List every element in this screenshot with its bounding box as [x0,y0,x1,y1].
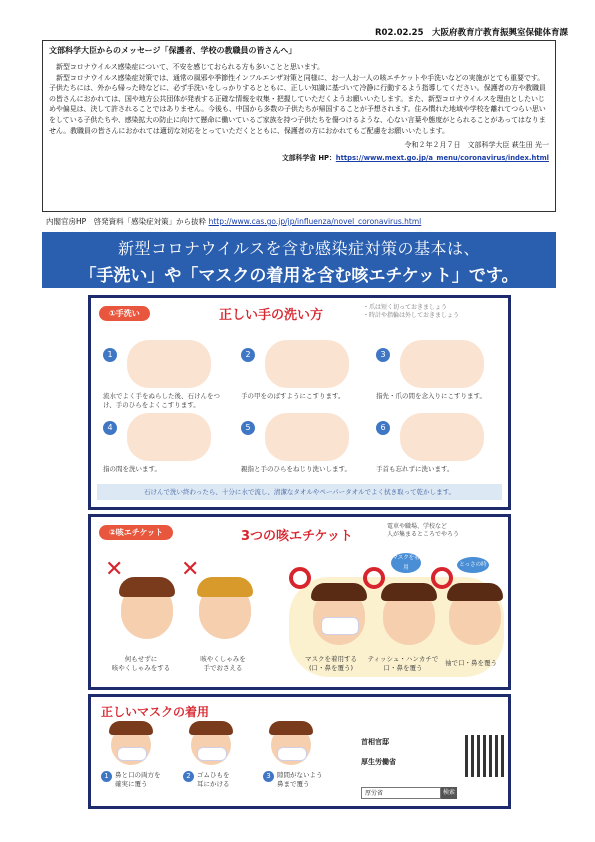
etiquette-caption-5: 袖で口・鼻を覆う [445,659,497,667]
step-number: 2 [183,771,194,782]
handwash-pill: ①手洗い [99,306,150,321]
message-paragraph-1: 新型コロナウイルス感染症について、不安を感じておられる方も多いことと思います。 [56,63,324,71]
step-number: 3 [263,771,274,782]
etiquette-pill: ②咳エチケット [99,525,173,540]
mask-illustration [321,617,359,635]
step-caption: 親指と手のひらをねじり洗いします。 [241,465,351,473]
step-number: 1 [101,771,112,782]
hands-illustration [265,413,349,461]
mask-title: 正しいマスクの着用 [101,705,210,719]
header-line: R02.02.25 大阪府教育庁教育振興室保健体育課 [375,28,568,38]
banner-line-2: 「手洗い」や「マスクの着用を含む咳エチケット」です。 [79,266,519,286]
hands-illustration [127,340,211,388]
etiquette-title: 3つの咳エチケット [241,529,353,544]
headline-banner [42,232,556,288]
hair-illustration [311,583,367,601]
message-paragraph-2: 新型コロナウイルス感染症対策では、通常の風邪や季節性インフルエンザ対策と同様に、お一人お一人の咳エチケットや手洗いなどの実施がとても重要です。子供たちには、外から帰った時などに、必ず手洗いをしっかりするとともに、正しい知識に基づいて冷静に行動するよう指導してください。保護者の方や教職員の皆さんにおかれては、国や地方公共団体が発表する正確な情報を収集・把握していただくようお願いいたします。また、新型コロナウイルスを理由としたいじめや偏見は、決して許されることではありません。今後も、中国から多数の子供たちが帰国することが予想されます。住み慣れた地域や学校を離れてつらい思いをしている子供たちや、感染拡大の防止に向けて懸命に働いているご家族を持つ子供たちを傷つけるような、心ない言葉や態度がとられることがあってはなりません。教職員の皆さんにおかれては適切な対応をとっていただくとともに、保護者の方におかれてもご配慮をお願いいたします。 [49,73,546,135]
message-title: 文部科学大臣からのメッセージ「保護者、学校の教職員の皆さんへ」 [49,46,297,55]
step-caption: 手首も忘れずに洗います。 [376,465,454,473]
etiquette-note: 電車や職場、学校など 人が集まるところでやろう [387,523,459,538]
hands-illustration [127,413,211,461]
step-number: 1 [103,348,117,362]
circle-mark-icon [363,567,385,589]
step-caption: 指先・爪の間を念入りにこすります。 [376,392,486,400]
hair-illustration [269,721,313,735]
circle-mark-icon [289,567,311,589]
mhlw-logo: 厚生労働省 [361,758,396,766]
qr-code-icon [465,735,507,777]
hair-illustration [119,577,175,597]
step-number: 3 [376,348,390,362]
circle-mark-icon [431,567,453,589]
mask-illustration [277,747,307,761]
hair-illustration [197,577,253,597]
mask-step-1 [101,771,181,789]
handwash-footer: 石けんで洗い終わったら、十分に水で流し、清潔なタオルやペーパータオルでよく拭き取って乾かします。 [97,484,502,500]
source-line [46,216,566,227]
etiquette-panel [88,514,511,690]
etiquette-caption-4: ティッシュ・ハンカチで 口・鼻を覆う [367,655,439,672]
step-number: 6 [376,421,390,435]
mask-panel [88,694,511,809]
etiquette-caption-2: 咳やくしゃみを 手でおさえる [200,655,246,672]
step-number: 2 [241,348,255,362]
message-url-line [49,152,549,162]
hands-illustration [400,413,484,461]
instant-bubble: とっさの時 [457,557,489,573]
handwash-title: 正しい手の洗い方 [219,308,324,323]
handwash-panel [88,295,511,510]
mask-illustration [117,747,147,761]
message-url-label: 文部科学省 HP： [281,154,336,163]
cas-link[interactable]: http://www.cas.go.jp/jp/influenza/novel_coronavirus.html [208,217,422,226]
mask-step-2 [183,771,263,789]
step-caption: 指の間を洗います。 [103,465,161,473]
mask-step-text: 鼻と口の両方を 確実に覆う [115,771,161,788]
message-signature: 令和２年２月７日 文部科学大臣 萩生田 光一 [404,141,549,150]
etiquette-caption-3: マスクを着用する (口・鼻を覆う) [305,655,357,672]
etiquette-caption-1: 何もせずに 咳やくしゃみをする [111,655,171,672]
hair-illustration [381,583,437,601]
step-caption: 流水でよく手をぬらした後、石けんをつけ、手のひらをよくこすります。 [103,392,220,409]
mask-step-text: ゴムひもを 耳にかける [197,771,230,788]
search-button[interactable]: 検索 [441,787,457,799]
mask-step-text: 隙間がないよう 鼻まで覆う [277,771,323,788]
search-input[interactable]: 厚労省 [361,787,441,799]
hair-illustration [109,721,153,735]
step-number: 4 [103,421,117,435]
mask-bubble: マスクを着用 [392,555,420,571]
hands-illustration [400,340,484,388]
step-caption: 手の甲をのばすようにこすります。 [241,392,345,400]
handwash-note: ・爪は短く切っておきましょう ・時計や指輪は外しておきましょう [363,304,460,319]
hair-illustration [189,721,233,735]
mask-step-3 [263,771,347,789]
banner-line-1: 新型コロナウイルスを含む感染症対策の基本は、 [117,239,481,258]
hands-illustration [265,340,349,388]
logos-block [361,737,451,767]
minister-message-box [42,40,556,212]
mext-link[interactable]: https://www.mext.go.jp/a_menu/coronavirus/index.html [335,154,549,163]
cross-mark-icon: ✕ [181,557,200,582]
step-number: 5 [241,421,255,435]
source-text: 内閣官房HP 啓発資料「感染症対策」から抜粋 [46,217,207,226]
cross-mark-icon: ✕ [105,557,124,582]
kantei-logo: 首相官邸 [361,738,389,746]
hair-illustration [447,583,503,601]
mask-illustration [197,747,227,761]
